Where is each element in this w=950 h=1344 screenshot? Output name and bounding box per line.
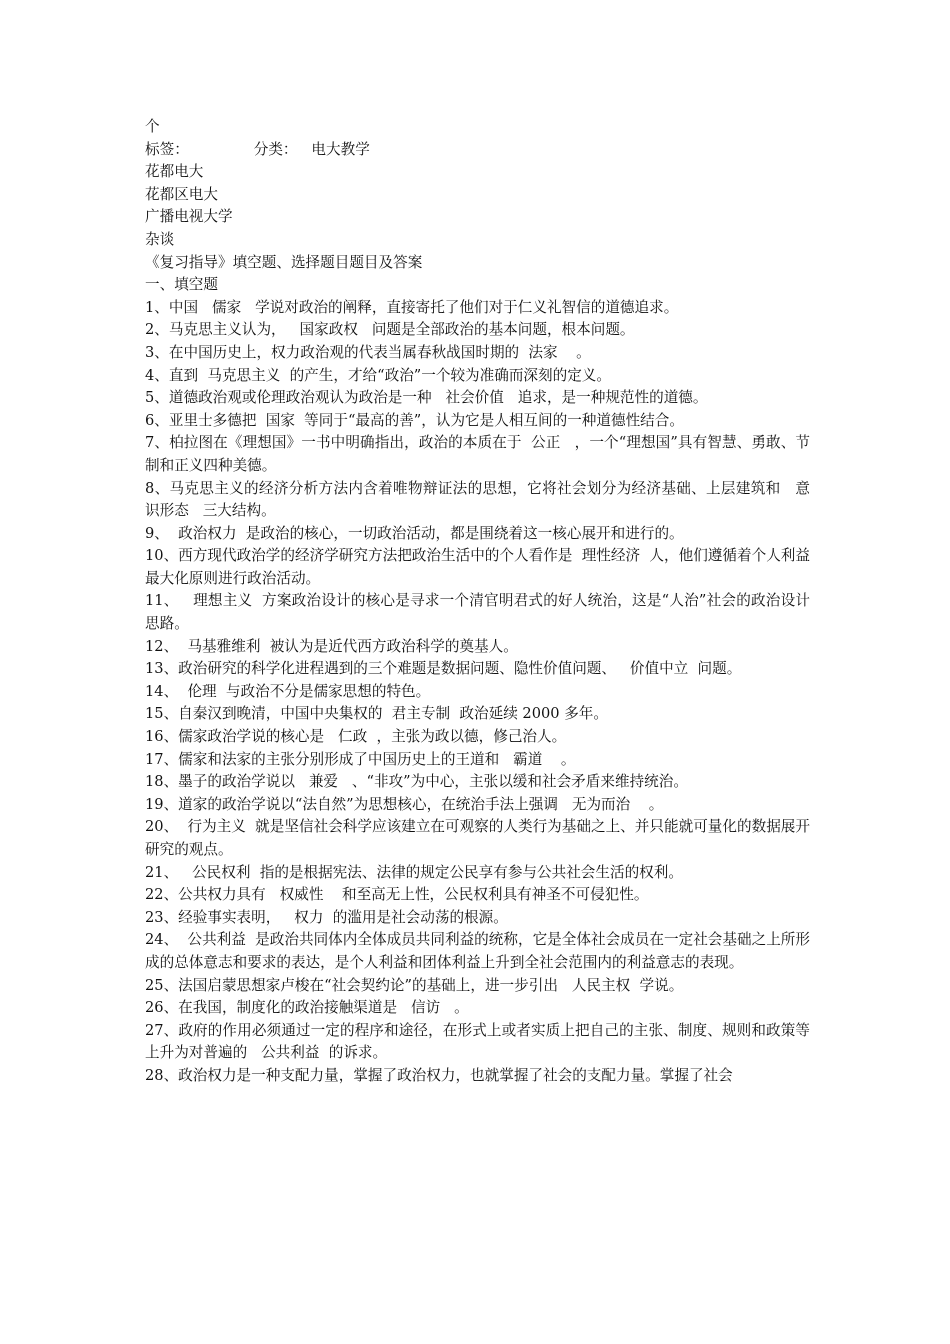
question-list <box>145 297 810 1088</box>
question-item: 14、 伦理 与政治不分是儒家思想的特色。 <box>145 682 431 700</box>
question-item: 12、 马基雅维利 被认为是近代西方政治科学的奠基人。 <box>145 637 518 655</box>
question-item: 6、亚里士多德把 国家 等同于“最高的善”，认为它是人相互间的一种道德性结合。 <box>145 411 684 429</box>
question-item: 5、道德政治观或伦理政治观认为政治是一种 社会价值 追求，是一种规范性的道德。 <box>145 389 708 407</box>
question-item: 11、 理想主义 方案政治设计的核心是寻求一个清官明君式的好人统治，这是“人治”社会的政治设计思路。 <box>145 592 810 633</box>
question-item: 20、 行为主义 就是坚信社会科学应该建立在可观察的人类行为基础之上、并只能就可量化的数据展开研究的观点。 <box>145 818 810 858</box>
question-item: 2、马克思主义认为， 国家政权 问题是全部政治的基本问题，根本问题。 <box>145 321 635 339</box>
header-first-char: 个 <box>145 118 160 135</box>
question-item: 13、政治研究的科学化进程遇到的三个难题是数据问题、隐性价值问题、 价值中立 问题。 <box>145 660 742 678</box>
question-item: 4、直到 马克思主义 的产生，才给“政治”一个较为准确而深刻的定义。 <box>145 366 611 384</box>
question-item: 26、在我国，制度化的政治接触渠道是 信访 。 <box>145 999 469 1017</box>
document-title: 《复习指导》填空题、选择题目题目及答案 <box>145 253 423 271</box>
question-item: 27、政府的作用必须通过一定的程序和途径，在形式上或者实质上把自己的主张、制度、规则和政策等上升为对普遍的 公共利益 的诉求。 <box>145 1021 810 1062</box>
tag-link[interactable]: 杂谈 <box>145 230 175 248</box>
tag-link[interactable]: 花都区电大 <box>145 185 218 203</box>
question-item: 15、自秦汉到晚清，中国中央集权的 君主专制 政治延续 2000 多年。 <box>145 705 608 723</box>
document-page <box>145 116 810 1088</box>
question-item: 21、 公民权利 指的是根据宪法、法律的规定公民享有参与公共社会生活的权利。 <box>145 863 683 881</box>
question-item: 23、经验事实表明， 权力 的滥用是社会动荡的根源。 <box>145 908 508 926</box>
question-item: 25、法国启蒙思想家卢梭在“社会契约论”的基础上，进一步引出 人民主权 学说。 <box>145 976 684 994</box>
question-item: 24、 公共利益 是政治共同体内全体成员共同利益的统称，它是全体社会成员在一定社会基础之上所形成的总体意志和要求的表达，是个人利益和团体利益上升到全社会范围内的利益意志的表现。 <box>145 931 810 971</box>
question-item: 9、 政治权力 是政治的核心，一切政治活动，都是围绕着这一核心展开和进行的。 <box>145 524 684 542</box>
section-heading: 一、填空题 <box>145 276 218 294</box>
question-item: 17、儒家和法家的主张分别形成了中国历史上的王道和 霸道 。 <box>145 750 576 768</box>
tag-link[interactable]: 广播电视大学 <box>145 208 233 226</box>
question-item: 28、政治权力是一种支配力量，掌握了政治权力，也就掌握了社会的支配力量。掌握了社会 <box>145 1066 733 1084</box>
question-item: 1、中国 儒家 学说对政治的阐释，直接寄托了他们对于仁义礼智信的道德追求。 <box>145 298 679 316</box>
question-item: 8、马克思主义的经济分析方法内含着唯物辩证法的思想，它将社会划分为经济基础、上层建筑和 意识形态 三大结构。 <box>145 479 810 520</box>
question-item: 16、儒家政治学说的核心是 仁政 ，主张为政以德，修己治人。 <box>145 728 567 746</box>
question-item: 19、道家的政治学说以“法自然”为思想核心，在统治手法上强调 无为而治 。 <box>145 795 664 813</box>
question-item: 7、柏拉图在《理想国》一书中明确指出，政治的本质在于 公正 ，一个“理想国”具有智慧、勇敢、节制和正义四种美德。 <box>145 434 810 474</box>
question-item: 22、公共权力具有 权威性 和至高无上性，公民权利具有神圣不可侵犯性。 <box>145 886 649 904</box>
question-item: 10、西方现代政治学的经济学研究方法把政治生活中的个人看作是 理性经济 人，他们遵循着个人利益最大化原则进行政治活动。 <box>145 547 810 587</box>
question-item: 18、墨子的政治学说以 兼爱 、“非攻”为中心，主张以缓和社会矛盾来维持统治。 <box>145 773 688 791</box>
question-item: 3、在中国历史上，权力政治观的代表当属春秋战国时期的 法家 。 <box>145 343 591 361</box>
tag-link[interactable]: 花都电大 <box>145 163 204 181</box>
tags-category-line: 标签： 分类： 电大教学 <box>145 140 370 158</box>
